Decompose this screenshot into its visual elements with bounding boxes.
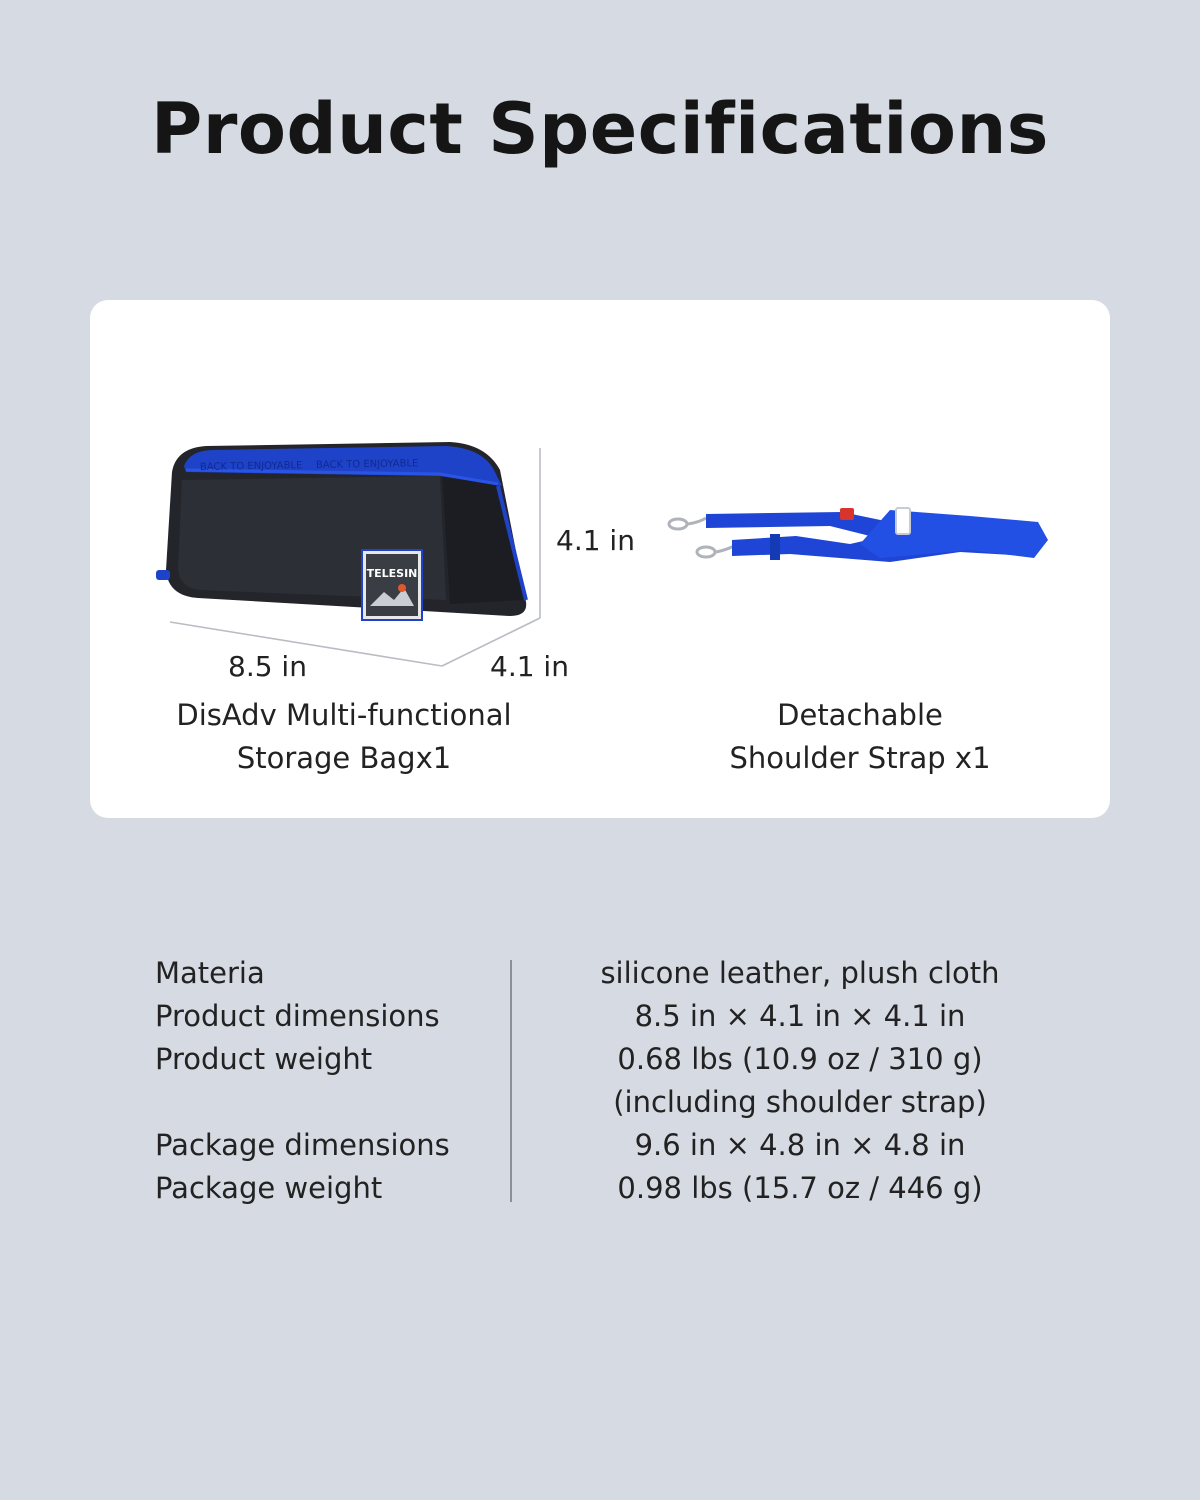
bag-tape-text-2: BACK TO ENJOYABLE (315, 458, 419, 471)
bag-width-label: 8.5 in (228, 650, 307, 683)
strap-caption (660, 694, 1060, 780)
spec-labels (155, 952, 450, 1210)
strap-caption-line2: Shoulder Strap x1 (729, 741, 991, 775)
bag-tape-text: BACK TO ENJOYABLE (199, 460, 303, 473)
bag-caption-line2: Storage Bagx1 (236, 741, 452, 775)
spec-label: Package dimensions (155, 1128, 450, 1162)
bag-height-label: 4.1 in (556, 524, 635, 557)
spec-divider (510, 960, 512, 1202)
product-card (90, 300, 1110, 818)
spec-value: 0.68 lbs (10.9 oz / 310 g) (617, 1042, 983, 1076)
spec-value: (including shoulder strap) (613, 1085, 987, 1119)
bag-brand-patch (362, 550, 422, 620)
storage-bag-image (156, 442, 526, 620)
spec-value: 8.5 in × 4.1 in × 4.1 in (634, 999, 966, 1033)
bag-caption-line1: DisAdv Multi-functional (176, 698, 512, 732)
spec-label: Materia (155, 956, 265, 990)
spec-label (155, 1081, 450, 1124)
strap-caption-line1: Detachable (777, 698, 943, 732)
bag-caption (144, 694, 544, 780)
spec-values (520, 952, 1080, 1210)
bag-depth-label: 4.1 in (490, 650, 569, 683)
page-title: Product Specifications (151, 88, 1049, 170)
spec-value: silicone leather, plush cloth (600, 956, 1000, 990)
spec-value: 0.98 lbs (15.7 oz / 446 g) (617, 1171, 983, 1205)
bag-brand-label: TELESIN (366, 567, 418, 580)
shoulder-strap-image (669, 508, 1048, 562)
spec-label: Product dimensions (155, 999, 440, 1033)
spec-label: Product weight (155, 1042, 373, 1076)
spec-label: Package weight (155, 1171, 383, 1205)
spec-value: 9.6 in × 4.8 in × 4.8 in (634, 1128, 966, 1162)
